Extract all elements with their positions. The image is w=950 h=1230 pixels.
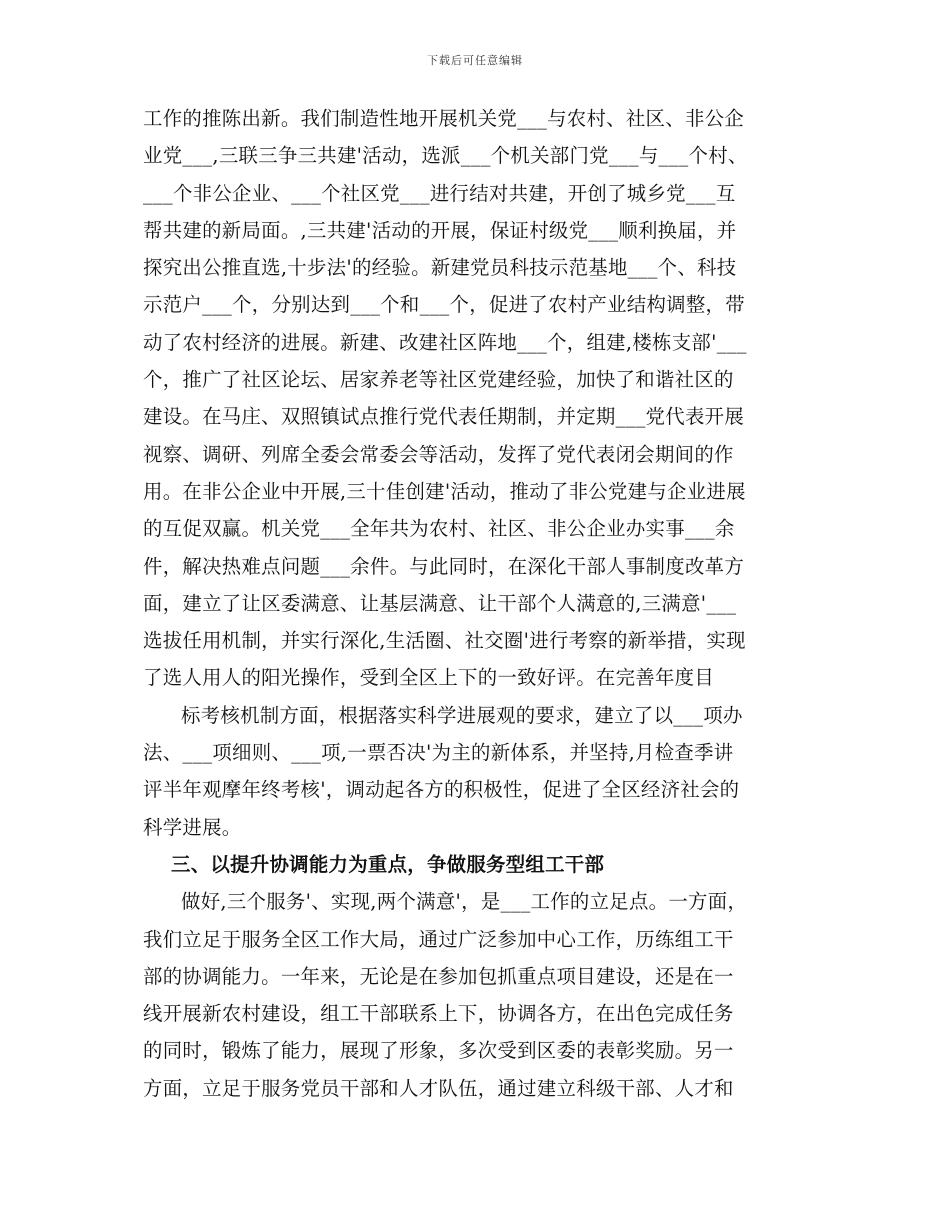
text-line: 件，解决热难点问题___余件。与此同时，在深化干部人事制度改革方 <box>143 554 745 578</box>
text-line: 示范户___个，分别达到___个和___个，促进了农村产业结构调整，带 <box>143 293 745 317</box>
text-line: 做好,三个服务'、实现,两个满意'，是___工作的立足点。一方面， <box>181 890 748 914</box>
text-line: 个，推广了社区论坛、居家养老等社区党建经验，加快了和谐社区的 <box>143 368 734 392</box>
text-line: 评半年观摩年终考核'，调动起各方的积极性，促进了全区经济社会的 <box>143 778 740 802</box>
text-line: 了选人用人的阳光操作，受到全区上下的一致好评。在完善年度目 <box>143 666 715 690</box>
text-line: 方面，立足于服务党员干部和人才队伍，通过建立科级干部、人才和 <box>143 1076 734 1100</box>
text-line: 面，建立了让区委满意、让基层满意、让干部个人满意的,三满意'___ <box>143 591 737 615</box>
text-line: ___个非公企业、___个社区党___进行结对共建，开创了城乡党___互 <box>143 181 736 205</box>
section-heading: 三、以提升协调能力为重点，争做服务型组工干部 <box>171 852 605 876</box>
document-body <box>143 100 809 1107</box>
text-line: 工作的推陈出新。我们制造性地开展机关党___与农村、社区、非公企 <box>143 107 745 130</box>
text-line: 的同时，锻炼了能力，展现了形象，多次受到区委的表彰奖励。另一 <box>143 1039 734 1063</box>
text-line: 的互促双赢。机关党___全年共为农村、社区、非公企业办实事___余 <box>143 517 735 541</box>
text-line: 线开展新农村建设，组工干部联系上下，协调各方，在出色完成任务 <box>143 1002 734 1026</box>
text-line: 动了农村经济的进展。新建、改建社区阵地___个，组建,楼栋支部'___ <box>143 330 747 354</box>
page-header: 下载后可任意编辑 <box>427 54 523 67</box>
text-line: 视察、调研、列席全委会常委会等活动，发挥了党代表闭会期间的作 <box>143 442 734 466</box>
text-line: 科学进展。 <box>143 815 242 839</box>
text-line: 用。在非公企业中开展,三十佳创建'活动，推动了非公党建与企业进展 <box>143 479 746 503</box>
text-line: 我们立足于服务全区工作大局，通过广泛参加中心工作，历练组工干 <box>143 927 734 951</box>
text-line: 选拔任用机制，并实行深化,生活圈、社交圈'进行考察的新举措，实现 <box>143 629 746 653</box>
text-line: 部的协调能力。一年来，无论是在参加包抓重点项目建设，还是在一 <box>143 964 734 988</box>
text-line: 标考核机制方面，根据落实科学进展观的要求，建立了以___项办 <box>181 703 743 727</box>
text-line: 建设。在马庄、双照镇试点推行党代表任期制，并定期___党代表开展 <box>143 405 745 429</box>
text-line: 探究出公推直选,十步法'的经验。新建党员科技示范基地___个、科技 <box>143 256 737 280</box>
text-line: 帮共建的新局面。,三共建'活动的开展，保证村级党___顺利换届，并 <box>143 218 737 242</box>
text-line: 法、___项细则、___项,一票否决'为主的新体系，并坚持,月检查季讲 <box>143 741 734 765</box>
text-line: 业党___,三联三争三共建'活动，选派___个机关部门党___与___个村、 <box>143 144 748 168</box>
